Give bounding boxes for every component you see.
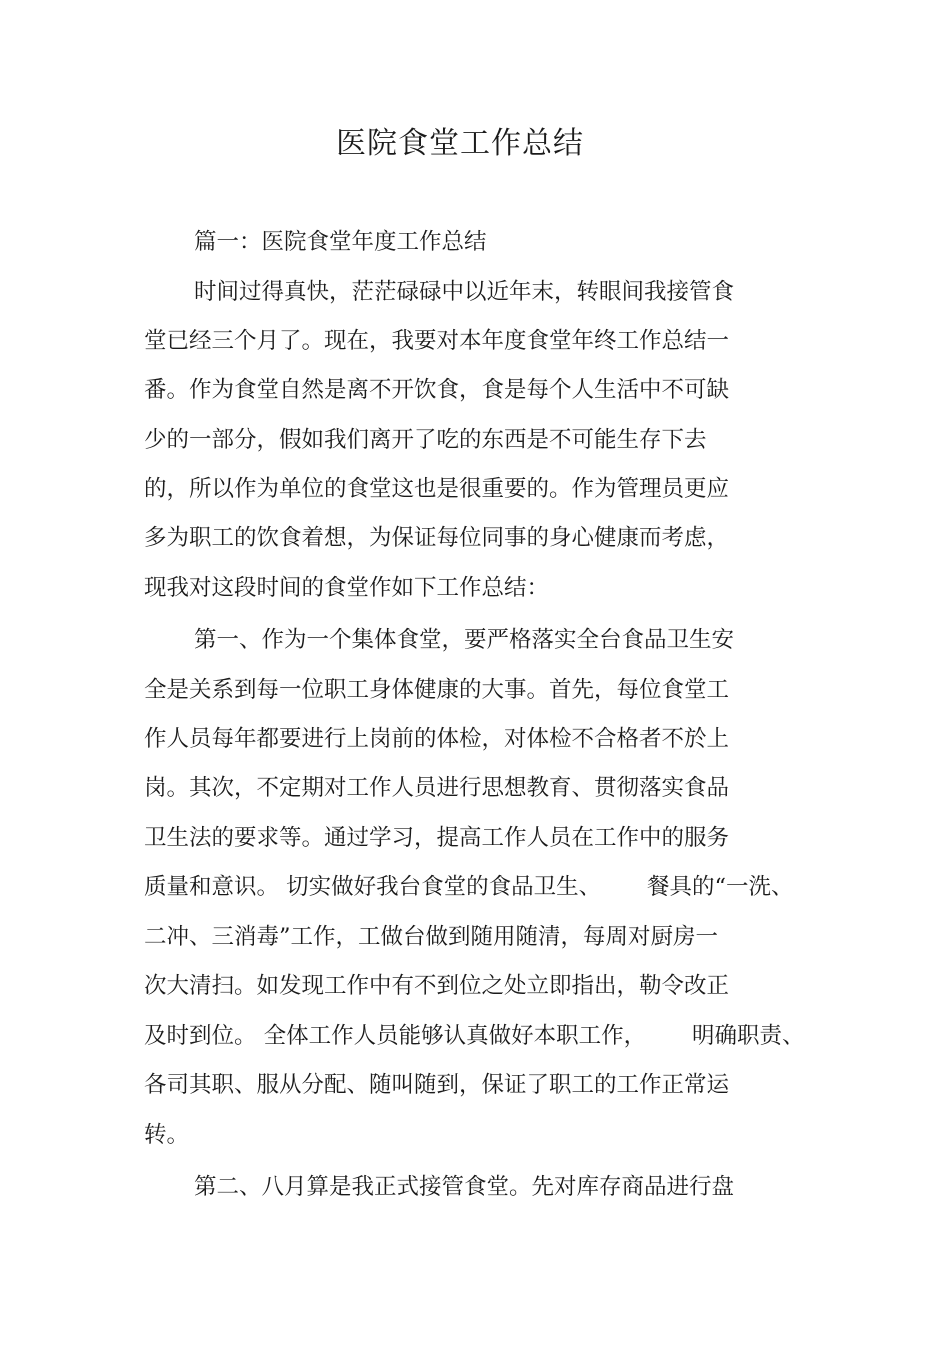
- paragraph-line: 时间过得真快，茫茫碌碌中以近年末，转眼间我接管食: [194, 279, 735, 305]
- paragraph-line: 全是关系到每一位职工身体健康的大事。首先，每位食堂工: [144, 677, 730, 703]
- paragraph-line: 岗。其次，不定期对工作人员进行思想教育、贯彻落实食品: [144, 775, 730, 801]
- paragraph-line: 次大清扫。如发现工作中有不到位之处立即指出，勒令改正: [144, 973, 730, 999]
- paragraph-line: 少的一部分，假如我们离开了吃的东西是不可能生存下去: [144, 427, 707, 453]
- paragraph-line: 质量和意识。 切实做好我台食堂的食品卫生、: [144, 874, 602, 900]
- paragraph-line: 第二、八月算是我正式接管食堂。先对库存商品进行盘: [194, 1174, 735, 1200]
- paragraph-line: 及时到位。 全体工作人员能够认真做好本职工作，: [144, 1023, 647, 1049]
- paragraph-line: 堂已经三个月了。现在，我要对本年度食堂年终工作总结一: [144, 328, 730, 354]
- paragraph-line: 卫生法的要求等。通过学习，提高工作人员在工作中的服务: [144, 825, 730, 851]
- paragraph-line: 多为职工的饮食着想，为保证每位同事的身心健康而考虑，: [144, 525, 730, 551]
- document-title: 医院食堂工作总结: [336, 126, 584, 161]
- paragraph-line: 作人员每年都要进行上岗前的体检，对体检不合格者不於上: [144, 726, 730, 752]
- paragraph-line: 的，所以作为单位的食堂这也是很重要的。作为管理员更应: [144, 476, 730, 502]
- paragraph-line: 各司其职、服从分配、随叫随到，保证了职工的工作正常运: [144, 1072, 730, 1098]
- paragraph-line-continuation: 明确职责、: [692, 1023, 805, 1049]
- paragraph-line: 番。作为食堂自然是离不开饮食，食是每个人生活中不可缺: [144, 377, 730, 403]
- paragraph-line-continuation: 餐具的“一洗、: [647, 874, 794, 900]
- paragraph-line: 第一、作为一个集体食堂，要严格落实全台食品卫生安: [194, 627, 735, 653]
- paragraph-line: 现我对这段时间的食堂作如下工作总结：: [144, 575, 550, 601]
- section-heading: 篇一：医院食堂年度工作总结: [194, 229, 487, 255]
- paragraph-line: 二冲、三消毒”工作，工做台做到随用随清，每周对厨房一: [144, 924, 719, 950]
- paragraph-line: 转。: [144, 1122, 190, 1148]
